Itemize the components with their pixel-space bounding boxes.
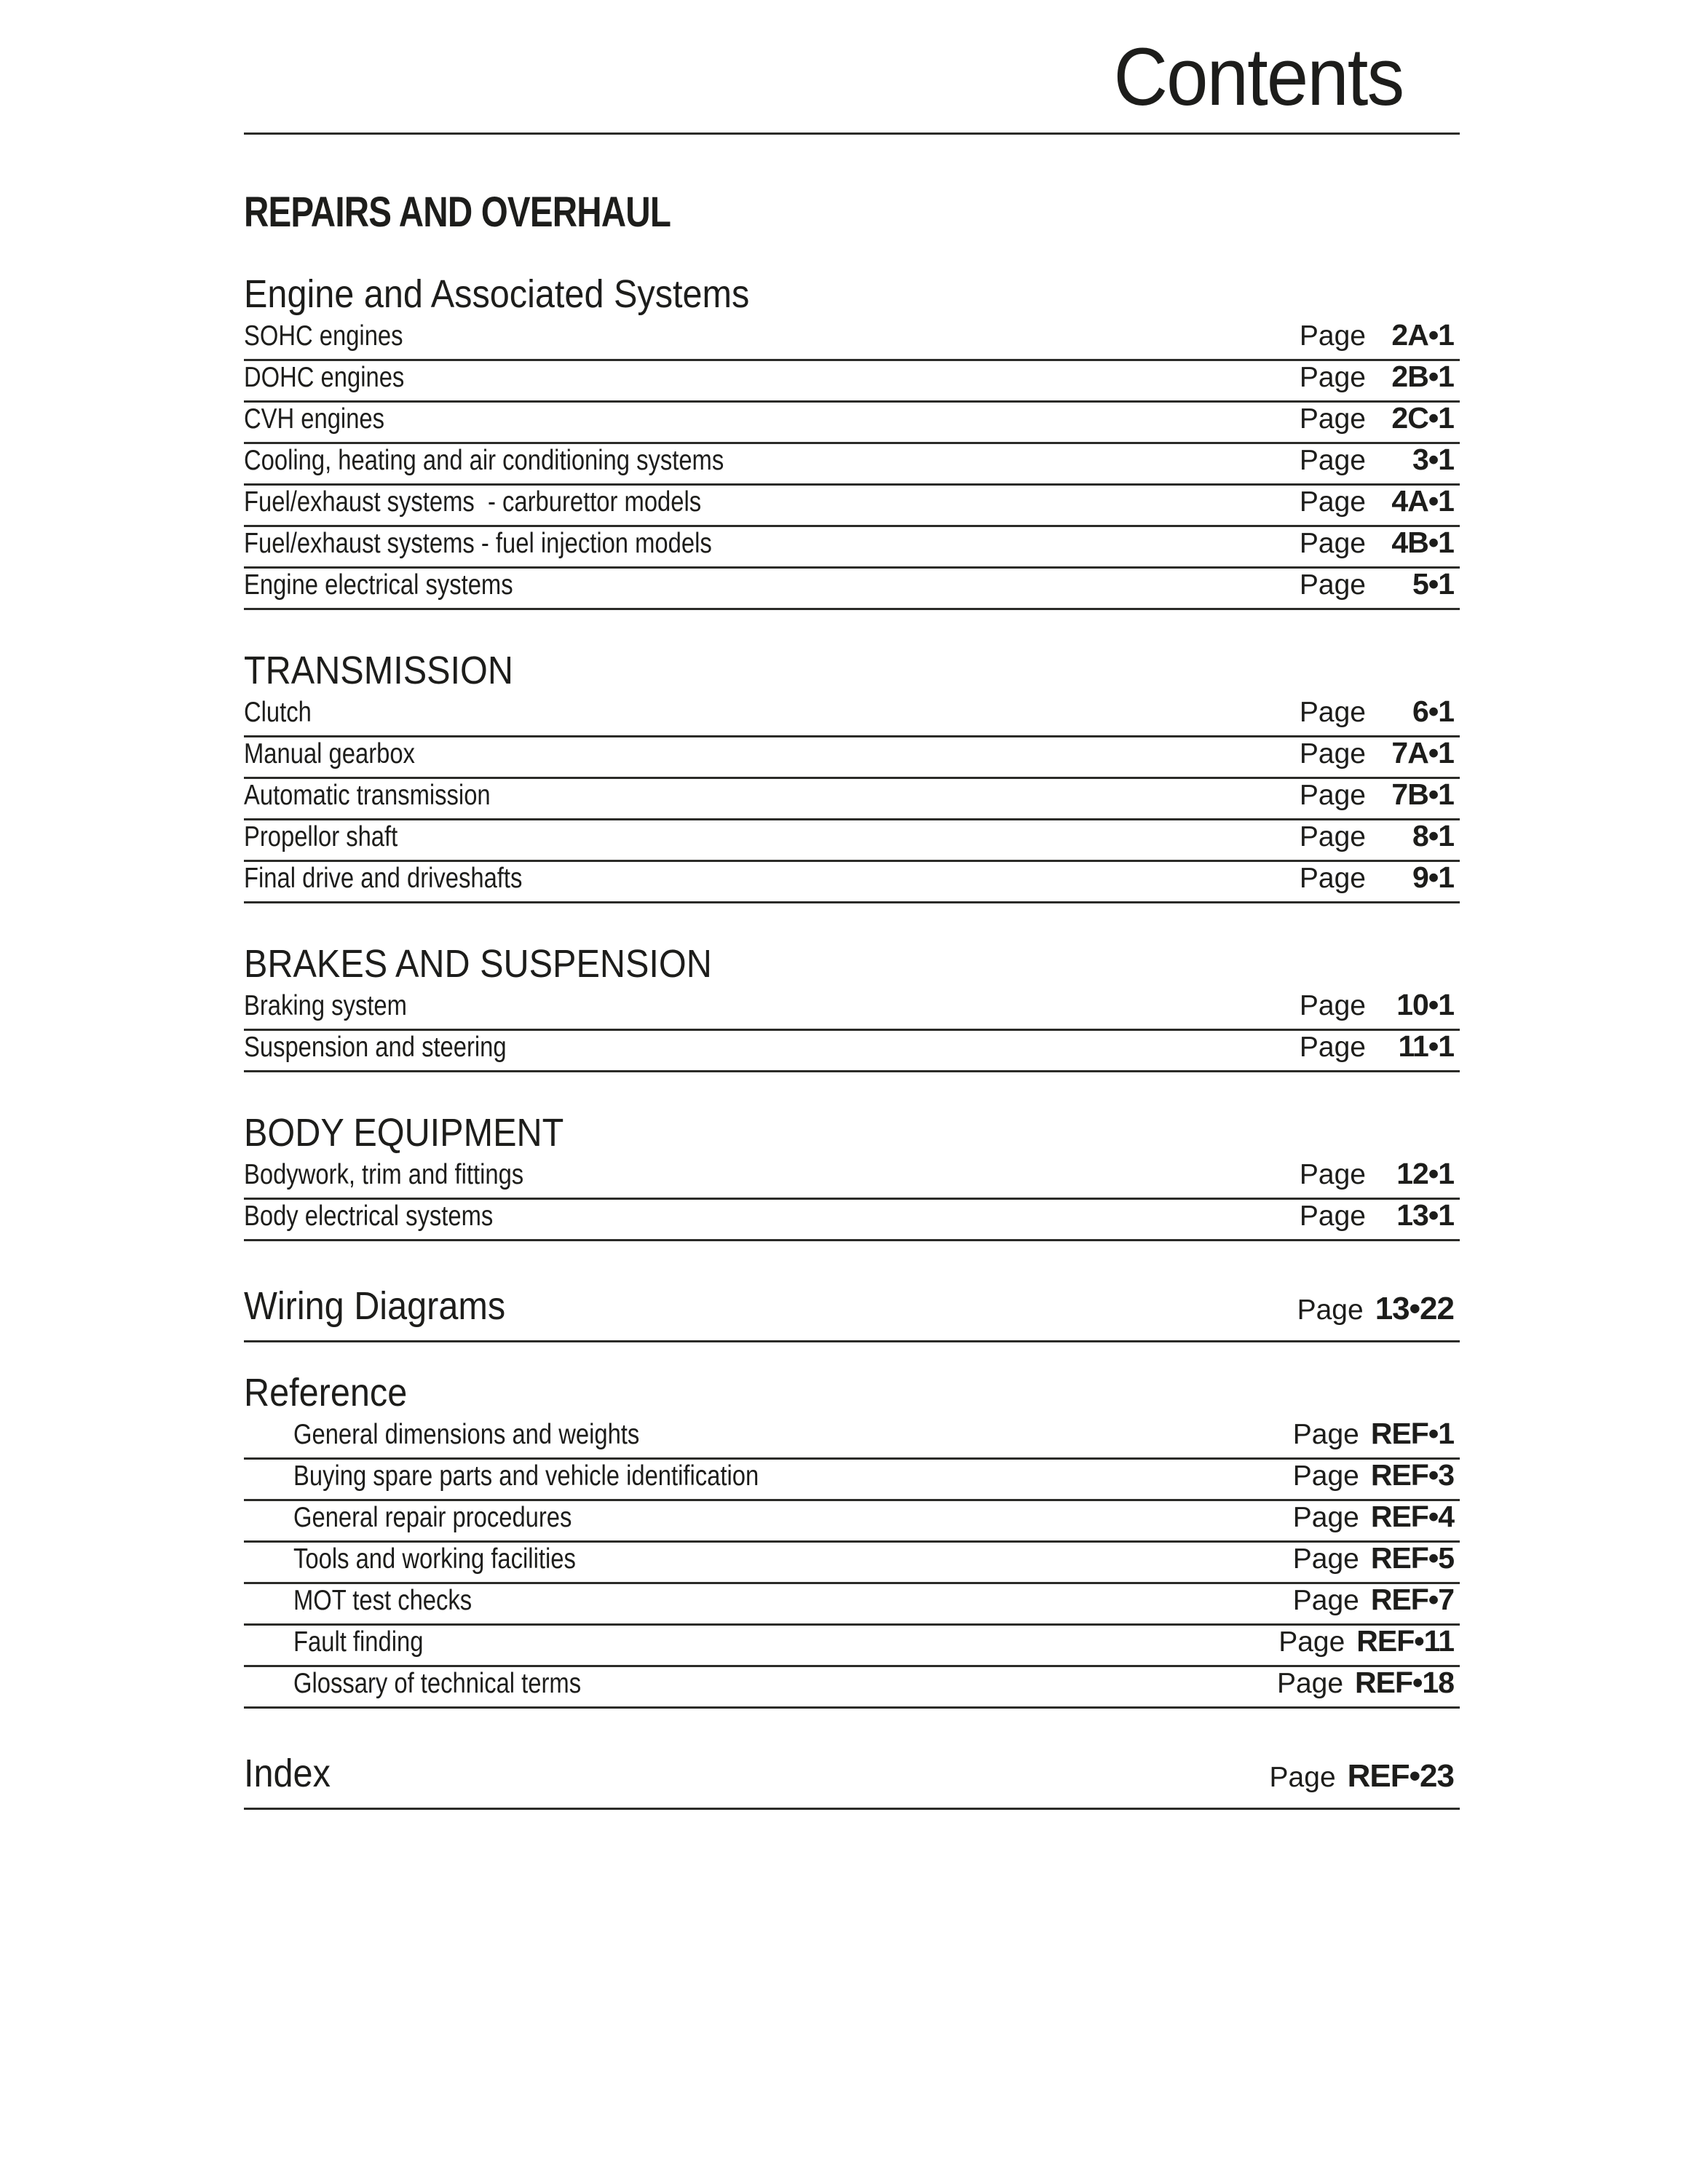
toc-row	[244, 320, 1460, 361]
page-word: Page	[1299, 362, 1366, 393]
contents-page	[244, 0, 1460, 1810]
toc-section-engine-systems	[244, 274, 1460, 610]
page-word: Page	[1292, 1419, 1359, 1450]
page-number: 2A•1	[1391, 318, 1454, 352]
part-heading-text: REPAIRS AND OVERHAUL	[244, 189, 671, 236]
toc-row	[244, 989, 1460, 1031]
toc-item-page-ref	[1293, 1500, 1454, 1535]
toc-item-page-ref	[1300, 695, 1454, 729]
toc-item-page-ref	[1277, 1666, 1454, 1701]
section-heading	[244, 651, 1460, 690]
page-number: REF•4	[1370, 1500, 1454, 1533]
toc-item-label: Propellor shaft	[244, 821, 398, 852]
toc-row-major	[244, 1754, 1460, 1810]
toc-item-page-ref	[1300, 567, 1454, 602]
toc-item-label: CVH engines	[244, 403, 385, 435]
page-word: Page	[1299, 697, 1366, 728]
toc-row	[244, 737, 1460, 779]
page-number: REF•1	[1370, 1417, 1454, 1450]
page-number: 2C•1	[1391, 401, 1454, 435]
toc-item-label: Glossary of technical terms	[293, 1668, 582, 1699]
toc-item-page-ref	[1270, 1760, 1454, 1795]
page-number: 11•1	[1398, 1029, 1454, 1063]
toc-item-page-ref	[1300, 988, 1454, 1023]
toc-row	[244, 1584, 1460, 1626]
page-number: 4A•1	[1391, 484, 1454, 518]
toc-row	[244, 1158, 1460, 1200]
part-heading	[244, 191, 1460, 234]
toc-item-label: Automatic transmission	[244, 780, 491, 811]
page-word: Page	[1292, 1502, 1359, 1533]
section-heading-text: TRANSMISSION	[244, 649, 513, 692]
toc-item-page-ref	[1300, 318, 1454, 353]
page-number: 5•1	[1412, 567, 1454, 601]
section-heading	[244, 1286, 534, 1326]
toc-row	[244, 1418, 1460, 1460]
page-word: Page	[1299, 486, 1366, 518]
toc-item-label: General repair procedures	[293, 1502, 572, 1533]
toc-item-page-ref	[1300, 1157, 1454, 1192]
toc-item-page-ref	[1293, 1583, 1454, 1618]
toc-row	[244, 1543, 1460, 1584]
page-title-text: Contents	[1113, 31, 1403, 122]
toc-item-label: Buying spare parts and vehicle identification	[293, 1460, 759, 1492]
page-number: 13•1	[1396, 1198, 1454, 1232]
page-word: Page	[1299, 403, 1366, 435]
section-heading	[244, 274, 1460, 314]
page-word: Page	[1299, 1159, 1366, 1190]
toc-item-page-ref	[1300, 1029, 1454, 1064]
page-number: REF•5	[1370, 1541, 1454, 1575]
toc-item-label: Cooling, heating and air conditioning systems	[244, 445, 724, 476]
toc-item-label: Final drive and driveshafts	[244, 863, 523, 894]
section-rows	[244, 320, 1460, 610]
toc-item-label: Tools and working facilities	[293, 1543, 576, 1575]
toc-row	[244, 569, 1460, 610]
toc-row-major	[244, 1286, 1460, 1342]
page-number: 13•22	[1375, 1291, 1454, 1326]
section-heading-text: Reference	[244, 1371, 408, 1415]
toc-section-reference	[244, 1373, 1460, 1709]
section-rows	[244, 1418, 1460, 1709]
toc-item-page-ref	[1278, 1624, 1454, 1659]
toc-row	[244, 1031, 1460, 1072]
toc-section-brakes-suspension	[244, 944, 1460, 1072]
page-number: 6•1	[1412, 695, 1454, 728]
section-heading-text: BODY EQUIPMENT	[244, 1111, 564, 1155]
page-number: 4B•1	[1391, 526, 1454, 559]
toc-item-page-ref	[1293, 1458, 1454, 1493]
toc-item-label: Bodywork, trim and fittings	[244, 1159, 524, 1190]
page-number: 7A•1	[1391, 736, 1454, 769]
page-word: Page	[1299, 569, 1366, 601]
section-heading-text: Wiring Diagrams	[244, 1284, 506, 1328]
toc-row	[244, 403, 1460, 444]
page-word: Page	[1299, 738, 1366, 769]
toc-item-page-ref	[1300, 484, 1454, 519]
toc-item-label: Fuel/exhaust systems - fuel injection models	[244, 528, 712, 559]
toc-row	[244, 1626, 1460, 1667]
toc-item-label: Body electrical systems	[244, 1200, 494, 1232]
page-number: 8•1	[1412, 819, 1454, 852]
toc-item-page-ref	[1293, 1541, 1454, 1576]
section-heading-text: Index	[244, 1752, 331, 1795]
section-rows	[244, 989, 1460, 1072]
toc-item-label: Braking system	[244, 990, 407, 1021]
page-word: Page	[1299, 821, 1366, 852]
page-number: REF•3	[1370, 1458, 1454, 1492]
toc-item-page-ref	[1300, 778, 1454, 812]
toc-row	[244, 1460, 1460, 1501]
toc-row	[244, 779, 1460, 820]
toc-item-page-ref	[1300, 1198, 1454, 1233]
section-heading	[244, 1754, 340, 1793]
toc-item-label: Clutch	[244, 697, 312, 728]
toc-item-page-ref	[1300, 401, 1454, 436]
page-word: Page	[1299, 780, 1366, 811]
toc-item-page-ref	[1300, 819, 1454, 854]
toc-item-label: SOHC engines	[244, 320, 403, 352]
page-word: Page	[1292, 1543, 1359, 1575]
toc-row	[244, 486, 1460, 527]
toc-section-wiring-diagrams	[244, 1286, 1460, 1342]
page-word: Page	[1299, 528, 1366, 559]
page-word: Page	[1299, 320, 1366, 352]
toc-section-transmission	[244, 651, 1460, 903]
toc-row	[244, 444, 1460, 486]
section-heading	[244, 1371, 1460, 1415]
page-word: Page	[1292, 1585, 1359, 1616]
toc-item-label: Manual gearbox	[244, 738, 415, 769]
toc-item-label: Fuel/exhaust systems - carburettor models	[244, 486, 702, 518]
page-number: REF•18	[1355, 1666, 1454, 1699]
toc-row	[244, 361, 1460, 403]
toc-item-label: Fault finding	[293, 1626, 424, 1658]
page-number: REF•23	[1347, 1758, 1454, 1794]
toc-item-page-ref	[1297, 1292, 1454, 1327]
toc-item-page-ref	[1300, 736, 1454, 771]
toc-item-label: Suspension and steering	[244, 1032, 507, 1063]
toc-row	[244, 1501, 1460, 1543]
section-heading-text: Engine and Associated Systems	[244, 272, 750, 316]
section-heading	[244, 1111, 1460, 1155]
toc-item-page-ref	[1300, 860, 1454, 895]
toc-row	[244, 527, 1460, 569]
page-word: Page	[1299, 1200, 1366, 1232]
page-word: Page	[1269, 1762, 1336, 1793]
toc-item-label: DOHC engines	[244, 362, 405, 393]
page-word: Page	[1292, 1460, 1359, 1492]
page-word: Page	[1299, 990, 1366, 1021]
section-rows	[244, 696, 1460, 903]
page-word: Page	[1299, 1032, 1366, 1063]
page-word: Page	[1299, 445, 1366, 476]
section-heading	[244, 944, 1460, 984]
page-number: 12•1	[1396, 1157, 1454, 1190]
page-number: 3•1	[1412, 443, 1454, 476]
page-word: Page	[1297, 1294, 1364, 1326]
toc-row	[244, 1200, 1460, 1241]
toc-row	[244, 1667, 1460, 1709]
toc-row	[244, 862, 1460, 903]
toc-item-label: MOT test checks	[293, 1585, 473, 1616]
toc-row	[244, 820, 1460, 862]
page-number: REF•11	[1356, 1624, 1454, 1658]
page-word: Page	[1278, 1626, 1345, 1658]
page-number: 2B•1	[1391, 360, 1454, 393]
page-number: REF•7	[1370, 1583, 1454, 1616]
toc-section-index	[244, 1754, 1460, 1810]
toc-item-label: General dimensions and weights	[293, 1419, 640, 1450]
page-number: 9•1	[1412, 860, 1454, 894]
toc-item-label: Engine electrical systems	[244, 569, 513, 601]
section-heading-text: BRAKES AND SUSPENSION	[244, 942, 712, 986]
page-title	[244, 31, 1460, 135]
toc-item-page-ref	[1300, 526, 1454, 561]
toc-item-page-ref	[1293, 1417, 1454, 1452]
toc-section-body-equipment	[244, 1113, 1460, 1241]
page-number: 10•1	[1396, 988, 1454, 1021]
toc-item-page-ref	[1300, 443, 1454, 478]
page-word: Page	[1299, 863, 1366, 894]
section-rows	[244, 1158, 1460, 1241]
page-word: Page	[1276, 1668, 1344, 1699]
toc-row	[244, 696, 1460, 737]
toc-item-page-ref	[1300, 360, 1454, 395]
page-number: 7B•1	[1391, 778, 1454, 811]
